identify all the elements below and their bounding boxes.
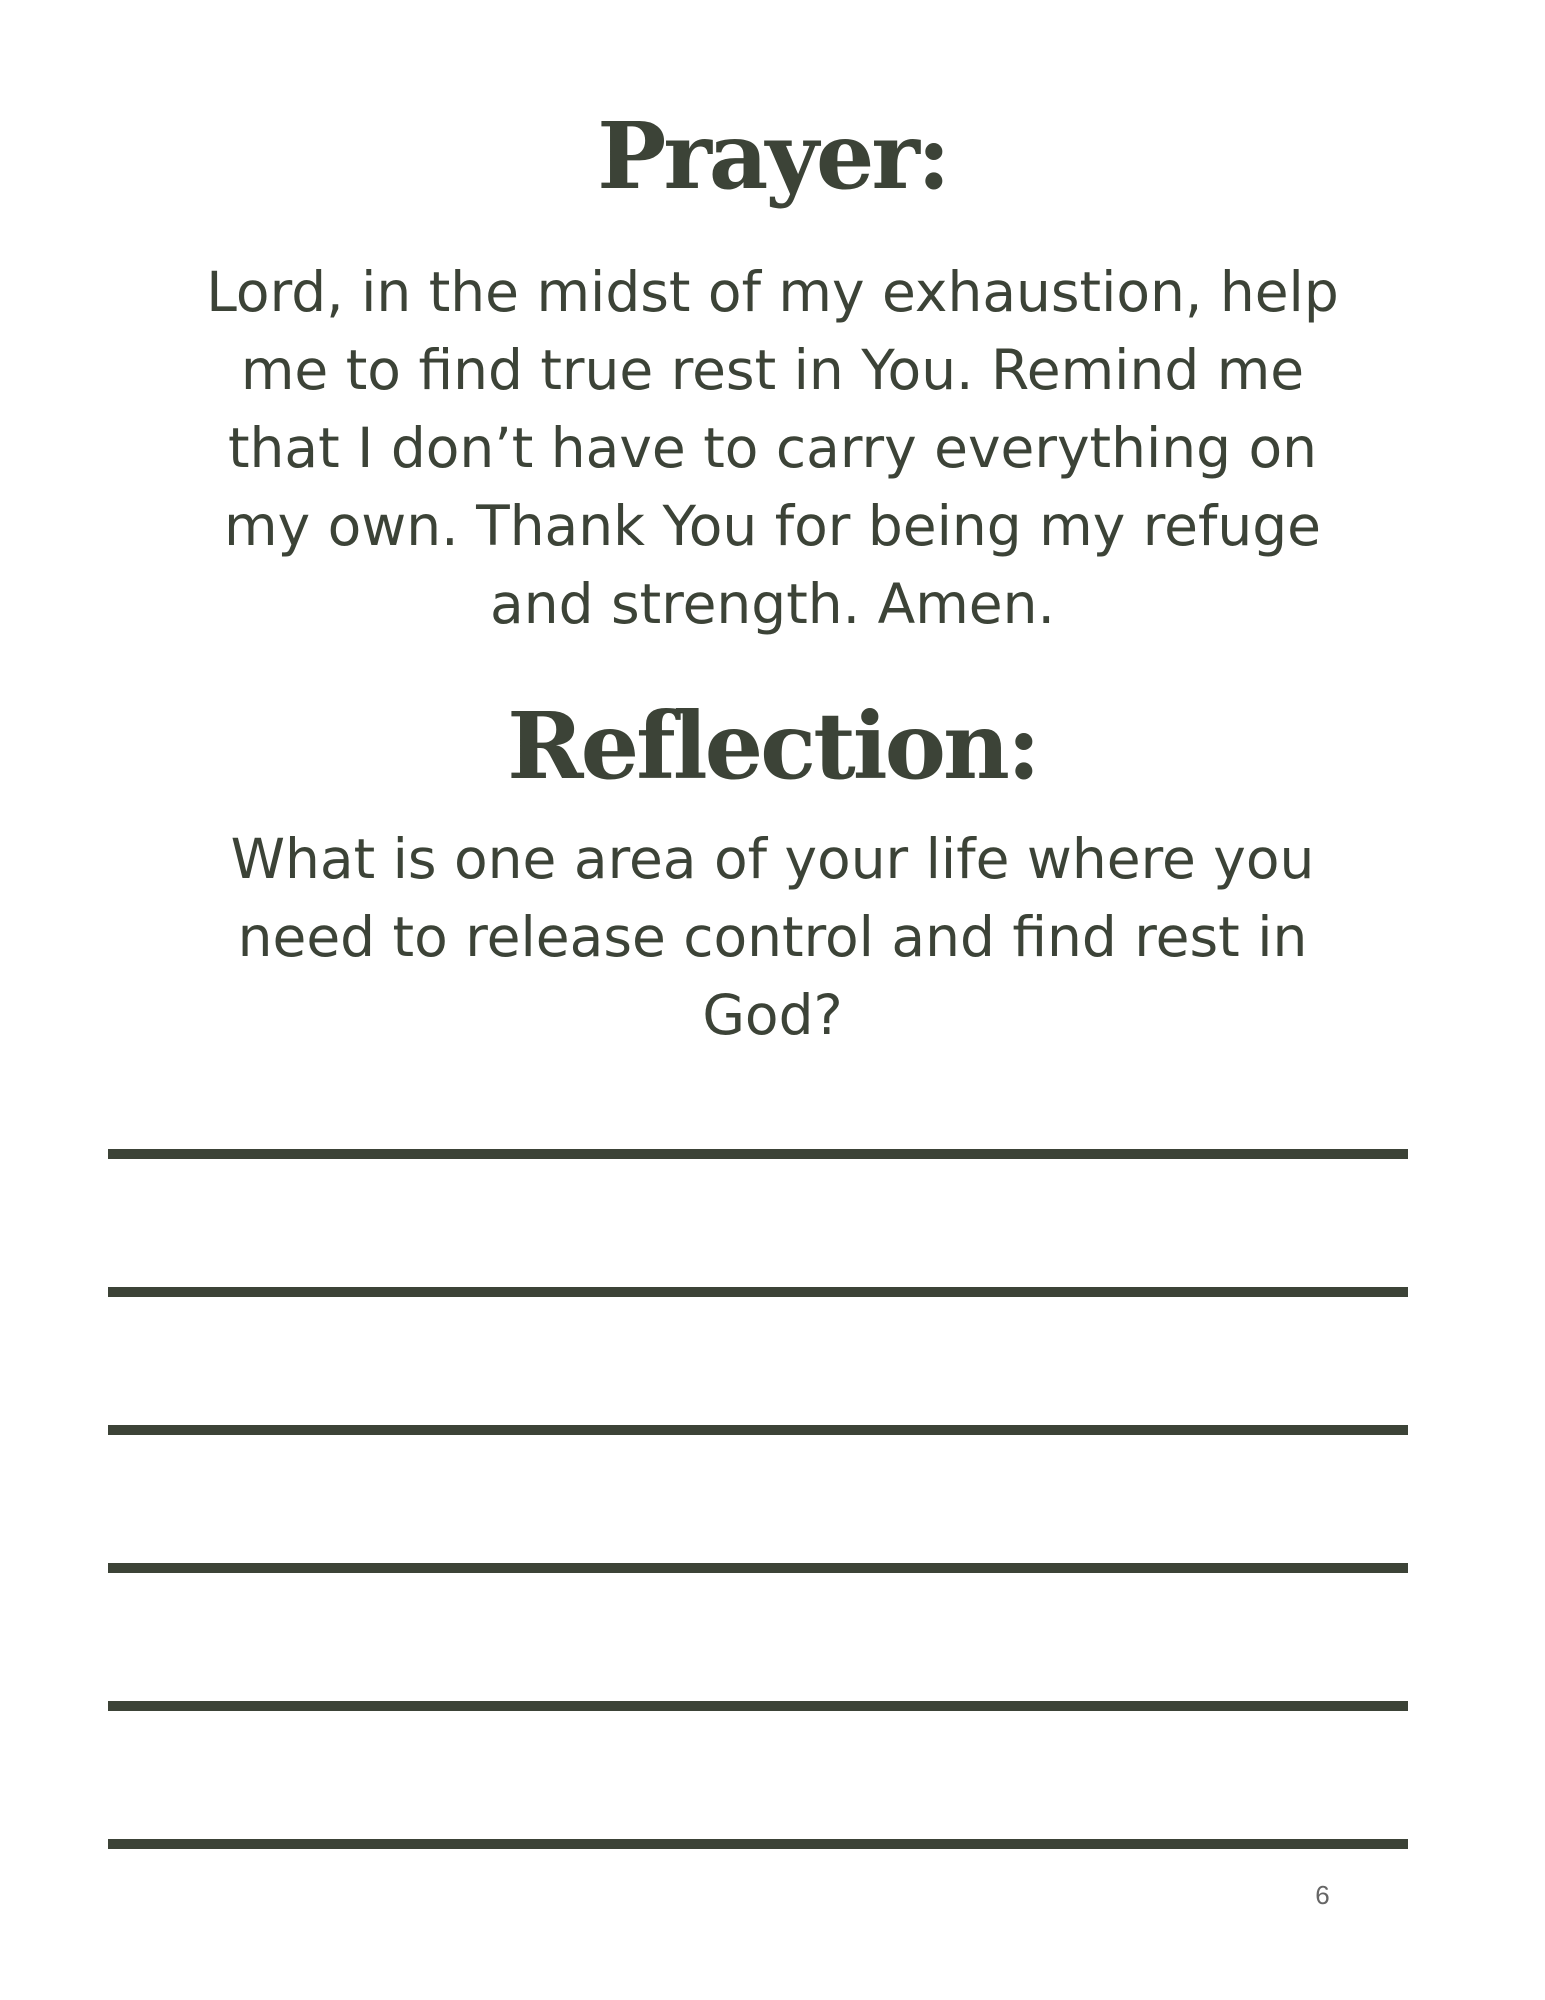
writing-line	[108, 1149, 1408, 1159]
prayer-line: me to find true rest in You. Remind me	[240, 338, 1305, 402]
reflection-line: need to release control and find rest in	[237, 905, 1308, 969]
writing-line	[108, 1425, 1408, 1435]
prayer-line: and strength. Amen.	[490, 572, 1055, 636]
page-number: 6	[1315, 1880, 1330, 1910]
prayer-line: Lord, in the midst of my exhaustion, help	[206, 260, 1339, 324]
writing-line	[108, 1839, 1408, 1849]
prayer-line: that I don’t have to carry everything on	[227, 416, 1318, 480]
writing-line	[108, 1287, 1408, 1297]
writing-line	[108, 1563, 1408, 1573]
reflection-heading: Reflection:	[507, 692, 1038, 800]
prayer-line: my own. Thank You for being my refuge	[224, 494, 1321, 558]
prayer-heading: Prayer:	[597, 102, 948, 210]
prayer-text	[150, 253, 1395, 643]
reflection-question	[150, 820, 1395, 1054]
writing-line	[108, 1701, 1408, 1711]
reflection-line: God?	[702, 983, 843, 1047]
reflection-line: What is one area of your life where you	[230, 827, 1315, 891]
